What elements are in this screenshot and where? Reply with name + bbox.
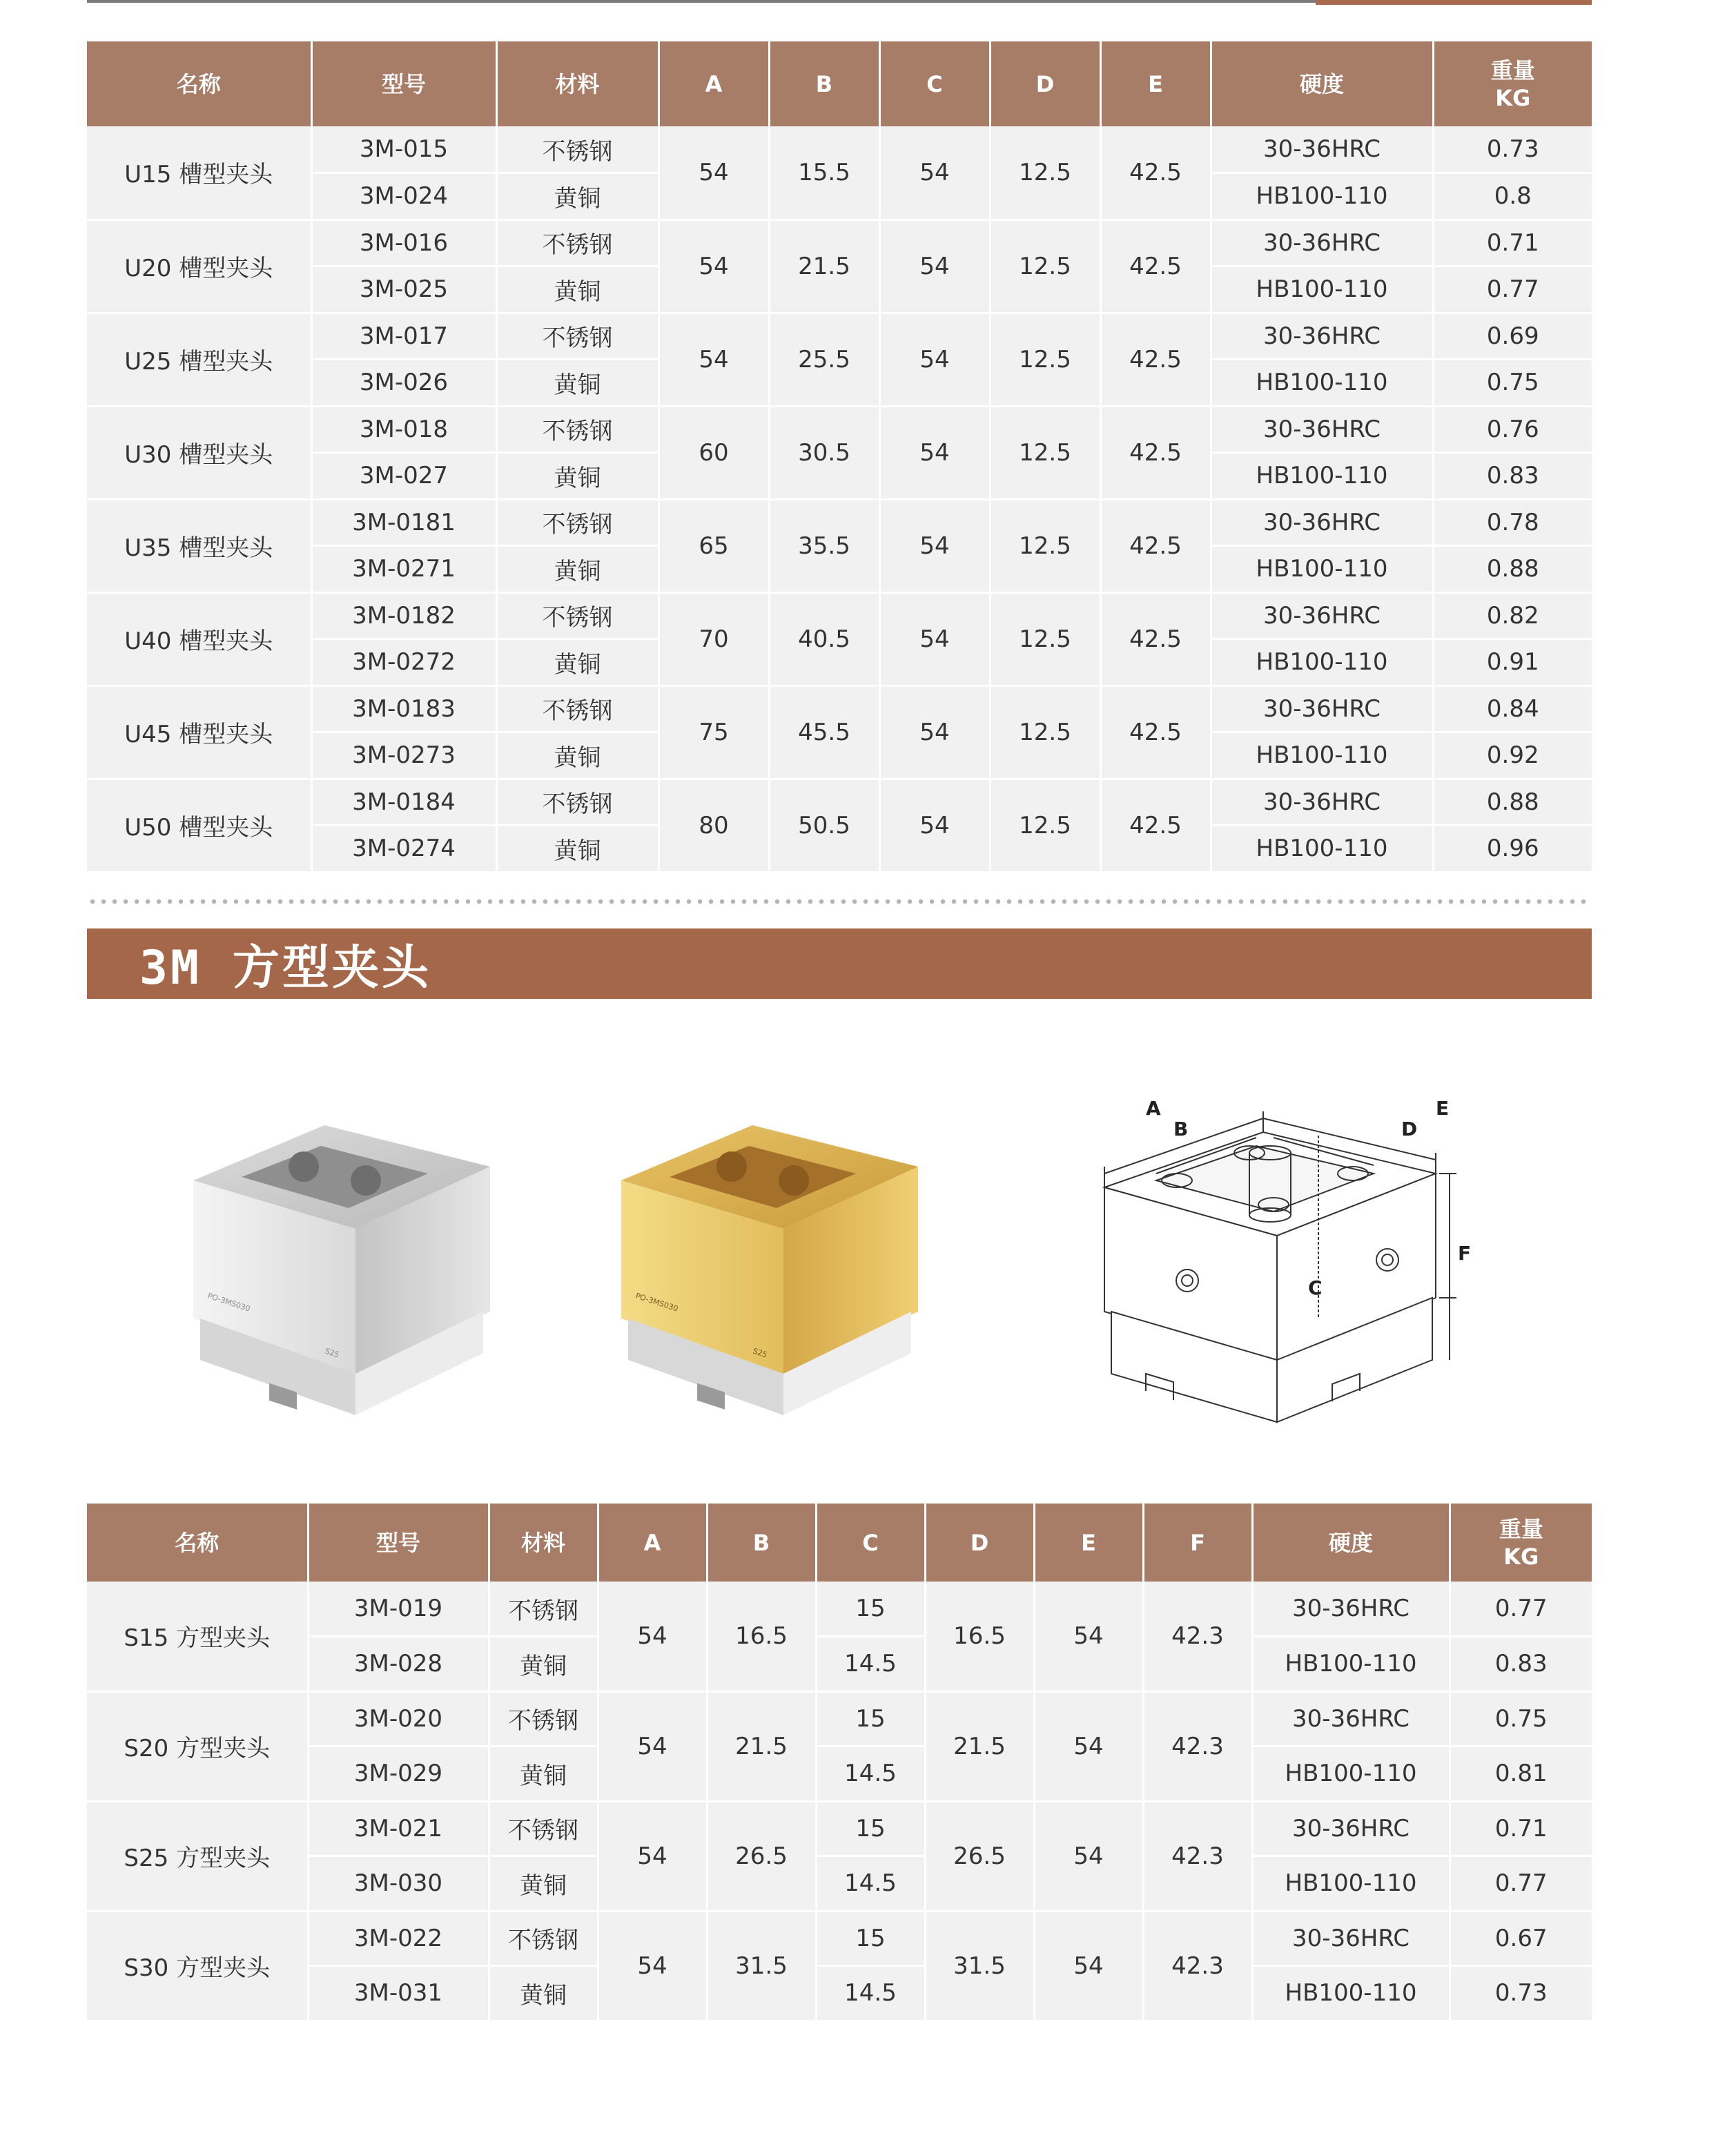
header-d: D — [990, 41, 1100, 126]
dim-c-cell: 15 — [816, 1582, 925, 1637]
dim-c-cell: 54 — [879, 779, 990, 872]
model-cell: 3M-020 — [308, 1691, 489, 1747]
product-name-cell: U15 槽型夹头 — [87, 126, 311, 220]
dim-c-cell: 54 — [879, 406, 990, 499]
material-cell: 不锈钢 — [496, 126, 659, 173]
model-cell: 3M-019 — [308, 1582, 489, 1637]
brass-brand-label: PO-3MS030 — [634, 1291, 680, 1314]
hardness-cell: HB100-110 — [1211, 732, 1433, 779]
hardness-cell: 30-36HRC — [1211, 313, 1433, 360]
product-name-cell: U40 槽型夹头 — [87, 592, 311, 685]
material-cell: 黄铜 — [496, 453, 659, 500]
label-d: D — [1401, 1118, 1418, 1140]
dim-d-cell: 21.5 — [925, 1691, 1034, 1801]
header-b: B — [769, 41, 879, 126]
model-cell: 3M-022 — [308, 1911, 489, 1966]
label-c: C — [1308, 1276, 1323, 1299]
dim-a-cell: 54 — [598, 1582, 707, 1691]
dim-b-cell: 21.5 — [769, 220, 879, 313]
dim-b-cell: 40.5 — [769, 592, 879, 685]
table-row — [87, 313, 1592, 360]
brass-size-label: S25 — [752, 1346, 769, 1360]
product-name-cell: S15 方型夹头 — [87, 1582, 308, 1691]
hardness-cell: HB100-110 — [1252, 1747, 1450, 1802]
dim-b-cell: 30.5 — [769, 406, 879, 499]
dim-f-cell: 42.3 — [1143, 1582, 1252, 1691]
weight-cell: 0.77 — [1450, 1856, 1592, 1912]
dim-a-cell: 80 — [659, 779, 769, 872]
weight-cell: 0.71 — [1433, 220, 1592, 266]
hardness-cell: 30-36HRC — [1211, 126, 1433, 173]
weight-cell: 0.67 — [1450, 1911, 1592, 1966]
dimension-drawing — [1035, 1070, 1560, 1463]
section-header-bar — [87, 928, 1592, 999]
s-table-body — [87, 1582, 1592, 2021]
weight-cell: 0.84 — [1433, 685, 1592, 732]
dim-c-cell: 54 — [879, 313, 990, 406]
model-cell: 3M-0272 — [311, 639, 496, 686]
table-row — [87, 220, 1592, 266]
weight-cell: 0.77 — [1433, 266, 1592, 313]
model-cell: 3M-0182 — [311, 592, 496, 639]
weight-cell: 0.73 — [1450, 1966, 1592, 2021]
hardness-cell: HB100-110 — [1252, 1966, 1450, 2021]
dim-b-cell: 26.5 — [707, 1801, 816, 1911]
model-cell: 3M-0271 — [311, 546, 496, 593]
header-name: 名称 — [87, 41, 311, 126]
header-weight-label: 重量 — [1499, 1515, 1543, 1542]
material-cell: 不锈钢 — [496, 220, 659, 266]
dim-e-cell: 42.5 — [1100, 406, 1211, 499]
model-cell: 3M-031 — [308, 1966, 489, 2021]
hardness-cell: HB100-110 — [1211, 360, 1433, 407]
model-cell: 3M-017 — [311, 313, 496, 360]
model-cell: 3M-0273 — [311, 732, 496, 779]
material-cell: 不锈钢 — [496, 779, 659, 826]
dim-b-cell: 45.5 — [769, 685, 879, 779]
dim-d-cell: 31.5 — [925, 1911, 1034, 2021]
material-cell: 不锈钢 — [496, 592, 659, 639]
dim-e-cell: 42.5 — [1100, 126, 1211, 220]
model-cell: 3M-029 — [308, 1747, 489, 1802]
table-row — [87, 499, 1592, 546]
hardness-cell: 30-36HRC — [1211, 499, 1433, 546]
model-cell: 3M-025 — [311, 266, 496, 313]
material-cell: 黄铜 — [489, 1856, 598, 1912]
dim-d-cell: 12.5 — [990, 499, 1100, 592]
hardness-cell: HB100-110 — [1211, 826, 1433, 873]
dim-e-cell: 42.5 — [1100, 313, 1211, 406]
dim-b-cell: 21.5 — [707, 1691, 816, 1801]
dim-e-cell: 54 — [1034, 1911, 1143, 2021]
weight-cell: 0.73 — [1433, 126, 1592, 173]
hardness-cell: 30-36HRC — [1211, 685, 1433, 732]
dim-a-cell: 75 — [659, 685, 769, 779]
dim-a-cell: 70 — [659, 592, 769, 685]
dim-f-cell: 42.3 — [1143, 1801, 1252, 1911]
brass-chuck-photo — [594, 1091, 939, 1429]
hardness-cell: HB100-110 — [1211, 266, 1433, 313]
weight-cell: 0.88 — [1433, 779, 1592, 826]
label-e: E — [1436, 1097, 1450, 1120]
header-weight-unit: KG — [1495, 84, 1531, 111]
hardness-cell: 30-36HRC — [1211, 406, 1433, 453]
dim-c-cell: 15 — [816, 1801, 925, 1856]
material-cell: 不锈钢 — [489, 1801, 598, 1856]
dim-b-cell: 35.5 — [769, 499, 879, 592]
dim-c-cell: 54 — [879, 592, 990, 685]
dim-f-cell: 42.3 — [1143, 1911, 1252, 2021]
header-c: C — [816, 1504, 925, 1582]
table-row — [87, 1856, 1592, 1912]
dim-b-cell: 31.5 — [707, 1911, 816, 2021]
model-cell: 3M-0183 — [311, 685, 496, 732]
dim-c-cell: 14.5 — [816, 1637, 925, 1692]
header-model: 型号 — [311, 41, 496, 126]
label-a: A — [1146, 1097, 1161, 1120]
dim-d-cell: 12.5 — [990, 592, 1100, 685]
table-header-row — [87, 41, 1592, 126]
dim-c-cell: 15 — [816, 1911, 925, 1966]
weight-cell: 0.96 — [1433, 826, 1592, 873]
table-row — [87, 685, 1592, 732]
product-name-cell: S30 方型夹头 — [87, 1911, 308, 2021]
dim-d-cell: 12.5 — [990, 313, 1100, 406]
material-cell: 不锈钢 — [496, 499, 659, 546]
dim-c-cell: 54 — [879, 126, 990, 220]
weight-cell: 0.83 — [1433, 453, 1592, 500]
table-row — [87, 1637, 1592, 1692]
model-cell: 3M-016 — [311, 220, 496, 266]
hardness-cell: 30-36HRC — [1252, 1911, 1450, 1966]
material-cell: 黄铜 — [496, 639, 659, 686]
product-name-cell: U25 槽型夹头 — [87, 313, 311, 406]
table-row — [87, 1911, 1592, 1966]
hardness-cell: HB100-110 — [1211, 453, 1433, 500]
header-b: B — [707, 1504, 816, 1582]
hardness-cell: 30-36HRC — [1252, 1582, 1450, 1637]
dim-a-cell: 60 — [659, 406, 769, 499]
dim-e-cell: 54 — [1034, 1691, 1143, 1801]
dim-d-cell: 12.5 — [990, 685, 1100, 779]
header-material: 材料 — [489, 1504, 598, 1582]
weight-cell: 0.81 — [1450, 1747, 1592, 1802]
product-name-cell: S20 方型夹头 — [87, 1691, 308, 1801]
table-row — [87, 1691, 1592, 1747]
dim-a-cell: 54 — [598, 1911, 707, 2021]
dim-b-cell: 15.5 — [769, 126, 879, 220]
dim-d-cell: 12.5 — [990, 406, 1100, 499]
material-cell: 黄铜 — [489, 1637, 598, 1692]
hardness-cell: HB100-110 — [1252, 1637, 1450, 1692]
header-weight — [1433, 41, 1592, 126]
section-title: 3M 方型夹头 — [139, 940, 431, 995]
weight-cell: 0.77 — [1450, 1582, 1592, 1637]
dim-e-cell: 54 — [1034, 1801, 1143, 1911]
product-name-cell: U45 槽型夹头 — [87, 685, 311, 779]
table-row — [87, 126, 1592, 173]
model-cell: 3M-027 — [311, 453, 496, 500]
hardness-cell: HB100-110 — [1211, 173, 1433, 220]
table-row — [87, 1801, 1592, 1856]
dim-b-cell: 50.5 — [769, 779, 879, 872]
header-hardness: 硬度 — [1211, 41, 1433, 126]
hardness-cell: HB100-110 — [1252, 1856, 1450, 1912]
weight-cell: 0.92 — [1433, 732, 1592, 779]
hardness-cell: HB100-110 — [1211, 639, 1433, 686]
dim-a-cell: 65 — [659, 499, 769, 592]
header-e: E — [1100, 41, 1211, 126]
weight-cell: 0.83 — [1450, 1637, 1592, 1692]
product-name-cell: U50 槽型夹头 — [87, 779, 311, 872]
weight-cell: 0.91 — [1433, 639, 1592, 686]
header-e: E — [1034, 1504, 1143, 1582]
dotted-divider — [87, 899, 1592, 904]
model-cell: 3M-030 — [308, 1856, 489, 1912]
dim-c-cell: 54 — [879, 220, 990, 313]
header-material: 材料 — [496, 41, 659, 126]
header-d: D — [925, 1504, 1034, 1582]
product-name-cell: S25 方型夹头 — [87, 1801, 308, 1911]
material-cell: 不锈钢 — [489, 1911, 598, 1966]
header-weight-unit: KG — [1503, 1543, 1539, 1570]
header-name: 名称 — [87, 1504, 308, 1582]
hardness-cell: HB100-110 — [1211, 546, 1433, 593]
table-row — [87, 1582, 1592, 1637]
top-rule-accent — [1316, 0, 1592, 5]
model-cell: 3M-028 — [308, 1637, 489, 1692]
material-cell: 不锈钢 — [489, 1691, 598, 1747]
model-cell: 3M-024 — [311, 173, 496, 220]
stainless-chuck-photo — [166, 1091, 511, 1429]
weight-cell: 0.71 — [1450, 1801, 1592, 1856]
table-row — [87, 779, 1592, 826]
dim-c-cell: 15 — [816, 1691, 925, 1747]
weight-cell: 0.88 — [1433, 546, 1592, 593]
dim-c-cell: 14.5 — [816, 1966, 925, 2021]
header-weight-label: 重量 — [1490, 57, 1535, 84]
material-cell: 黄铜 — [496, 732, 659, 779]
model-cell: 3M-021 — [308, 1801, 489, 1856]
model-cell: 3M-0184 — [311, 779, 496, 826]
material-cell: 黄铜 — [496, 546, 659, 593]
weight-cell: 0.82 — [1433, 592, 1592, 639]
header-model: 型号 — [308, 1504, 489, 1582]
dim-a-cell: 54 — [598, 1691, 707, 1801]
hardness-cell: 30-36HRC — [1211, 220, 1433, 266]
header-weight — [1450, 1504, 1592, 1582]
weight-cell: 0.69 — [1433, 313, 1592, 360]
weight-cell: 0.8 — [1433, 173, 1592, 220]
dim-d-cell: 12.5 — [990, 779, 1100, 872]
material-cell: 黄铜 — [496, 173, 659, 220]
model-cell: 3M-0274 — [311, 826, 496, 873]
weight-cell: 0.76 — [1433, 406, 1592, 453]
header-hardness: 硬度 — [1252, 1504, 1450, 1582]
table-row — [87, 592, 1592, 639]
material-cell: 黄铜 — [489, 1747, 598, 1802]
model-cell: 3M-015 — [311, 126, 496, 173]
model-cell: 3M-0181 — [311, 499, 496, 546]
dim-a-cell: 54 — [659, 126, 769, 220]
material-cell: 黄铜 — [489, 1966, 598, 2021]
dim-a-cell: 54 — [659, 313, 769, 406]
weight-cell: 0.78 — [1433, 499, 1592, 546]
dim-b-cell: 25.5 — [769, 313, 879, 406]
dim-e-cell: 42.5 — [1100, 592, 1211, 685]
label-b: B — [1173, 1118, 1189, 1140]
dim-a-cell: 54 — [598, 1801, 707, 1911]
header-a: A — [659, 41, 769, 126]
header-a: A — [598, 1504, 707, 1582]
product-name-cell: U35 槽型夹头 — [87, 499, 311, 592]
steel-brand-label: PO-3MS030 — [206, 1291, 252, 1314]
material-cell: 黄铜 — [496, 266, 659, 313]
dim-d-cell: 16.5 — [925, 1582, 1034, 1691]
s-chuck-spec-table — [87, 1504, 1592, 2022]
dim-f-cell: 42.3 — [1143, 1691, 1252, 1801]
model-cell: 3M-026 — [311, 360, 496, 407]
steel-size-label: S25 — [324, 1346, 341, 1360]
weight-cell: 0.75 — [1450, 1691, 1592, 1747]
material-cell: 不锈钢 — [496, 406, 659, 453]
weight-cell: 0.75 — [1433, 360, 1592, 407]
material-cell: 不锈钢 — [496, 313, 659, 360]
table-row — [87, 406, 1592, 453]
dim-c-cell: 14.5 — [816, 1747, 925, 1802]
material-cell: 不锈钢 — [489, 1582, 598, 1637]
label-f: F — [1458, 1242, 1472, 1265]
dim-e-cell: 54 — [1034, 1582, 1143, 1691]
dim-e-cell: 42.5 — [1100, 779, 1211, 872]
material-cell: 不锈钢 — [496, 685, 659, 732]
hardness-cell: 30-36HRC — [1211, 592, 1433, 639]
material-cell: 黄铜 — [496, 826, 659, 873]
hardness-cell: 30-36HRC — [1252, 1691, 1450, 1747]
material-cell: 黄铜 — [496, 360, 659, 407]
table-row — [87, 1966, 1592, 2021]
u-table-body — [87, 126, 1592, 872]
table-header-row — [87, 1504, 1592, 1582]
dim-c-cell: 14.5 — [816, 1856, 925, 1912]
dim-a-cell: 54 — [659, 220, 769, 313]
u-chuck-spec-table — [87, 41, 1592, 873]
dim-c-cell: 54 — [879, 499, 990, 592]
model-cell: 3M-018 — [311, 406, 496, 453]
hardness-cell: 30-36HRC — [1211, 779, 1433, 826]
dim-d-cell: 12.5 — [990, 126, 1100, 220]
header-f: F — [1143, 1504, 1252, 1582]
hardness-cell: 30-36HRC — [1252, 1801, 1450, 1856]
dim-e-cell: 42.5 — [1100, 499, 1211, 592]
product-name-cell: U30 槽型夹头 — [87, 406, 311, 499]
dim-e-cell: 42.5 — [1100, 220, 1211, 313]
product-name-cell: U20 槽型夹头 — [87, 220, 311, 313]
dim-b-cell: 16.5 — [707, 1582, 816, 1691]
dim-e-cell: 42.5 — [1100, 685, 1211, 779]
table-row — [87, 1747, 1592, 1802]
dim-c-cell: 54 — [879, 685, 990, 779]
dim-d-cell: 12.5 — [990, 220, 1100, 313]
dim-d-cell: 26.5 — [925, 1801, 1034, 1911]
header-c: C — [879, 41, 990, 126]
